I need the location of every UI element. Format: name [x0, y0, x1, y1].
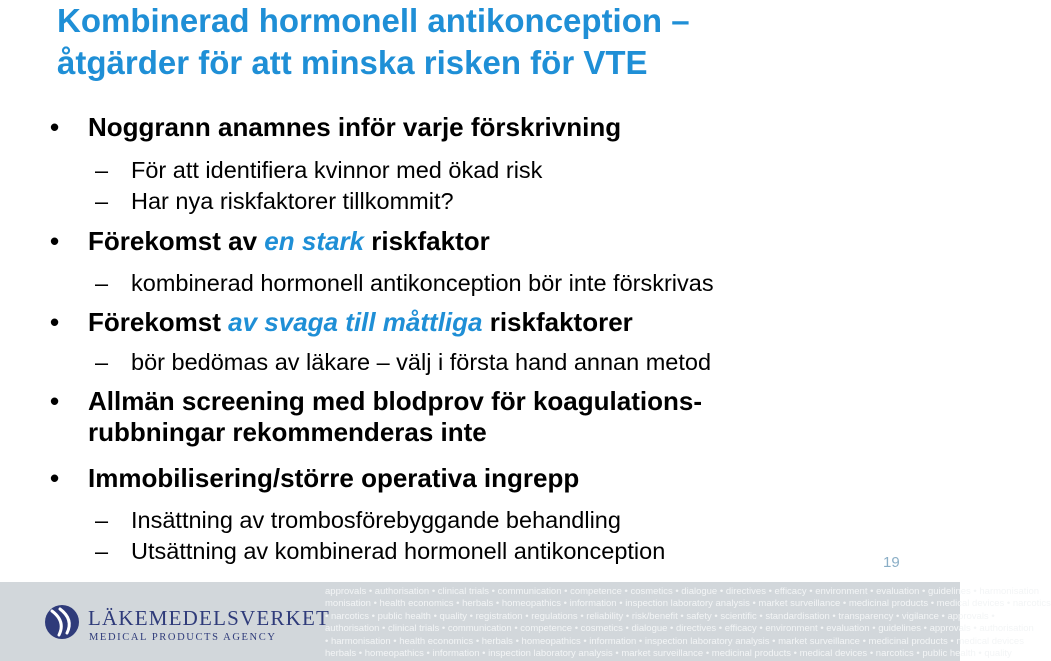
footer-word-line: monisation • health economics • herbals • homeopathics • information • inspection laboratory analysis • market surveillance • medicinal products • medical devices • narcotics — [325, 598, 1051, 610]
bullet-text-line-2: rubbningar rekommenderas inte — [88, 417, 487, 447]
bullet-text: Noggrann anamnes inför varje förskrivning — [88, 112, 622, 142]
subbullet-insattning — [95, 507, 621, 534]
bullet-svaga-riskfaktorer — [50, 307, 633, 338]
bullet-immobilisering — [50, 463, 580, 494]
logo-subtitle: MEDICAL PRODUCTS AGENCY — [89, 632, 277, 643]
subbullet-text: bör bedömas av läkare – välj i första hand annan metod — [131, 349, 712, 375]
bullet-anamnes — [50, 112, 622, 143]
subbullet-riskfaktorer-tillkommit — [95, 188, 454, 215]
dash-icon: – — [95, 188, 109, 214]
subbullet-text: Har nya riskfaktorer tillkommit? — [131, 188, 454, 214]
bullet-icon: • — [50, 386, 60, 416]
subbullet-text: Insättning av trombosförebyggande behandling — [131, 507, 621, 533]
footer-word-line: • harmonisation • health economics • herbals • homeopathics • information • inspection laboratory analysis • market surveillance • medicinal products • medical devices — [325, 635, 1024, 647]
bullet-text-line-1: Allmän screening med blodprov för koagulations- — [88, 386, 702, 416]
footer-word-cloud — [325, 586, 1051, 660]
dash-icon: – — [95, 270, 109, 296]
slide-title-line-1: Kombinerad hormonell antikonception – — [57, 2, 690, 39]
subbullet-bedomas — [95, 349, 712, 376]
bullet-icon: • — [50, 112, 60, 142]
subbullet-text: Utsättning av kombinerad hormonell antikonception — [131, 538, 666, 564]
subbullet-identifiera — [95, 157, 543, 184]
subbullet-utsattning — [95, 538, 666, 565]
slide-title — [57, 0, 937, 84]
subbullet-text: kombinerad hormonell antikonception bör inte förskrivas — [131, 270, 714, 296]
logo-mark-icon — [45, 605, 79, 639]
dash-icon: – — [95, 349, 109, 375]
bullet-screening — [50, 386, 702, 448]
bullet-text-accent: av svaga till måttliga — [228, 307, 483, 337]
footer-banner — [0, 582, 1051, 661]
bullet-text-post: riskfaktor — [364, 226, 490, 256]
bullet-text-pre: Förekomst av — [88, 226, 265, 256]
dash-icon: – — [95, 507, 109, 533]
subbullet-inte-forskrivas — [95, 270, 714, 297]
bullet-text-accent: en stark — [264, 226, 365, 256]
slide-title-line-2: åtgärder för att minska risken för VTE — [57, 44, 648, 81]
footer-word-line: approvals • authorisation • clinical trials • communication • competence • cosmetics • dialogue • directives • efficacy • environment • evaluation • guidelines • harmonisation — [325, 586, 1040, 597]
bullet-stark-riskfaktor — [50, 226, 490, 257]
page-number: 19 — [883, 554, 900, 571]
bullet-icon: • — [50, 307, 60, 337]
footer-word-line: herbals • homeopathics • information • inspection laboratory analysis • market surveillance • medicinal products • medical devices • narcotics • public health • quality — [325, 648, 1012, 660]
bullet-text-post: riskfaktorer — [482, 307, 633, 337]
bullet-icon: • — [50, 226, 60, 256]
subbullet-text: För att identifiera kvinnor med ökad risk — [131, 157, 543, 183]
footer-word-line: authorisation • clinical trials • communication • competence • cosmetics • dialogue • directives • efficacy • environment • evaluation • guidelines • approvals • authorisation — [325, 623, 1034, 635]
footer-word-line: • narcotics • public health • quality • registration • regulations • reliability • risk/benefit • safety • scientific • standardisation • transparency • vigilance • approvals • — [325, 610, 995, 622]
bullet-text-pre: Förekomst — [88, 307, 229, 337]
bullet-icon: • — [50, 463, 60, 493]
dash-icon: – — [95, 157, 109, 183]
dash-icon: – — [95, 538, 109, 564]
logo-name: LÄKEMEDELSVERKET — [88, 606, 331, 630]
bullet-text: Immobilisering/större operativa ingrepp — [88, 463, 580, 493]
